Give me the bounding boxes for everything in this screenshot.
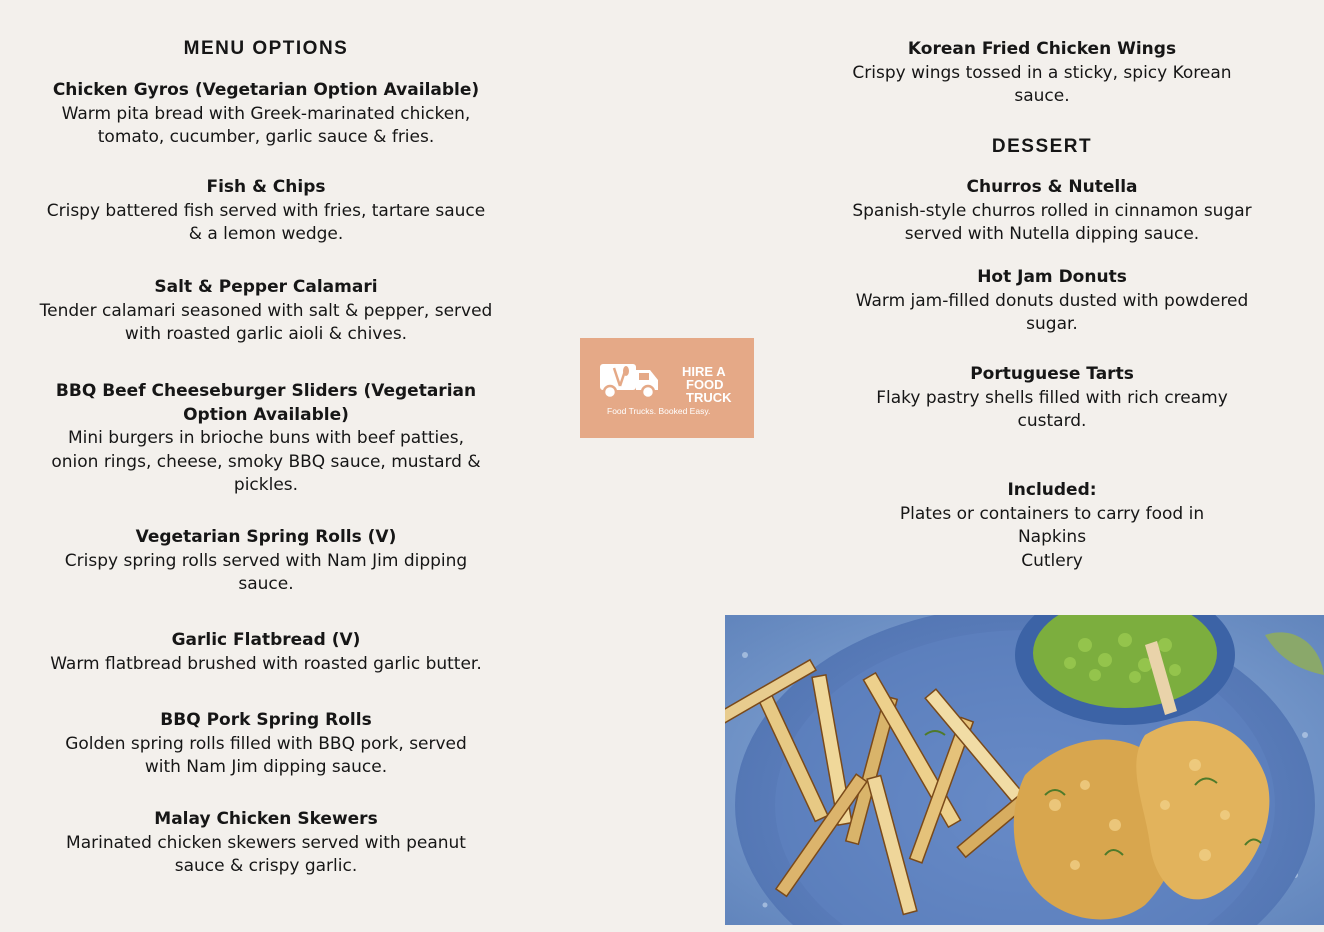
food-truck-icon — [580, 338, 754, 438]
menu-item-name: Chicken Gyros (Vegetarian Option Available) — [52, 80, 480, 100]
menu-item-name: BBQ Pork Spring Rolls — [160, 710, 372, 730]
dessert-item — [832, 176, 1272, 247]
menu-item-name: Garlic Flatbread (V) — [171, 630, 361, 650]
menu-item-description: Warm pita bread with Greek-marinated chicken, tomato, cucumber, garlic sauce & fries. — [61, 103, 471, 147]
menu-item-name: Vegetarian Spring Rolls (V) — [135, 527, 397, 547]
menu-item — [36, 176, 496, 247]
included-title: Included: — [1007, 480, 1097, 500]
menu-item — [36, 380, 496, 498]
logo-tagline: Food Trucks. Booked Easy. — [607, 406, 711, 416]
menu-item — [36, 709, 496, 780]
menu-item — [36, 629, 496, 676]
menu-item-description: Marinated chicken skewers served with peanut sauce & crispy garlic. — [66, 832, 466, 876]
logo-line-3: TRUCK — [686, 390, 732, 405]
menu-item-name: Malay Chicken Skewers — [154, 809, 378, 829]
menu-item-description: Warm flatbread brushed with roasted garlic butter. — [50, 653, 482, 674]
menu-item-name: Korean Fried Chicken Wings — [907, 39, 1177, 59]
dessert-item-description: Spanish-style churros rolled in cinnamon sugar served with Nutella dipping sauce. — [852, 200, 1252, 244]
menu-item-description: Golden spring rolls filled with BBQ pork, served with Nam Jim dipping sauce. — [65, 733, 467, 777]
logo-line-1: HIRE A — [682, 364, 726, 379]
dessert-heading: DESSERT — [991, 136, 1093, 157]
menu-item — [36, 808, 496, 879]
fish-and-chips-illustration — [725, 615, 1324, 925]
menu-item-name: BBQ Beef Cheeseburger Sliders (Vegetarian Option Available) — [55, 381, 477, 425]
included-line: Cutlery — [1021, 550, 1083, 571]
fish-and-chips-photo — [725, 615, 1324, 925]
dessert-item — [832, 266, 1272, 337]
dessert-item-name: Hot Jam Donuts — [977, 267, 1127, 287]
dessert-item-description: Warm jam-filled donuts dusted with powdered sugar. — [855, 290, 1249, 334]
menu-options-heading: MENU OPTIONS — [183, 38, 349, 59]
dessert-item-name: Portuguese Tarts — [970, 364, 1134, 384]
menu-item-name: Salt & Pepper Calamari — [154, 277, 378, 297]
dessert-item-name: Churros & Nutella — [966, 177, 1138, 197]
dessert-item — [832, 363, 1272, 434]
included-section — [832, 479, 1272, 573]
menu-item-description: Tender calamari seasoned with salt & pepper, served with roasted garlic aioli & chives. — [39, 300, 493, 344]
menu-item — [822, 38, 1262, 109]
menu-item — [36, 79, 496, 150]
menu-item-description: Mini burgers in brioche buns with beef patties, onion rings, cheese, smoky BBQ sauce, mustard & pickles. — [51, 428, 481, 495]
included-line: Plates or containers to carry food in — [899, 503, 1205, 524]
menu-item-description: Crispy spring rolls served with Nam Jim dipping sauce. — [64, 550, 468, 594]
included-line: Napkins — [1017, 527, 1087, 547]
logo-line-2: FOOD — [686, 377, 724, 392]
hire-a-food-truck-logo — [580, 338, 754, 438]
menu-item — [36, 276, 496, 347]
menu-item-description: Crispy battered fish served with fries, tartare sauce & a lemon wedge. — [46, 200, 486, 244]
menu-item-description: Crispy wings tossed in a sticky, spicy Korean sauce. — [852, 62, 1232, 106]
dessert-item-description: Flaky pastry shells filled with rich creamy custard. — [876, 387, 1228, 431]
menu-item-name: Fish & Chips — [206, 177, 326, 197]
menu-item — [36, 526, 496, 597]
